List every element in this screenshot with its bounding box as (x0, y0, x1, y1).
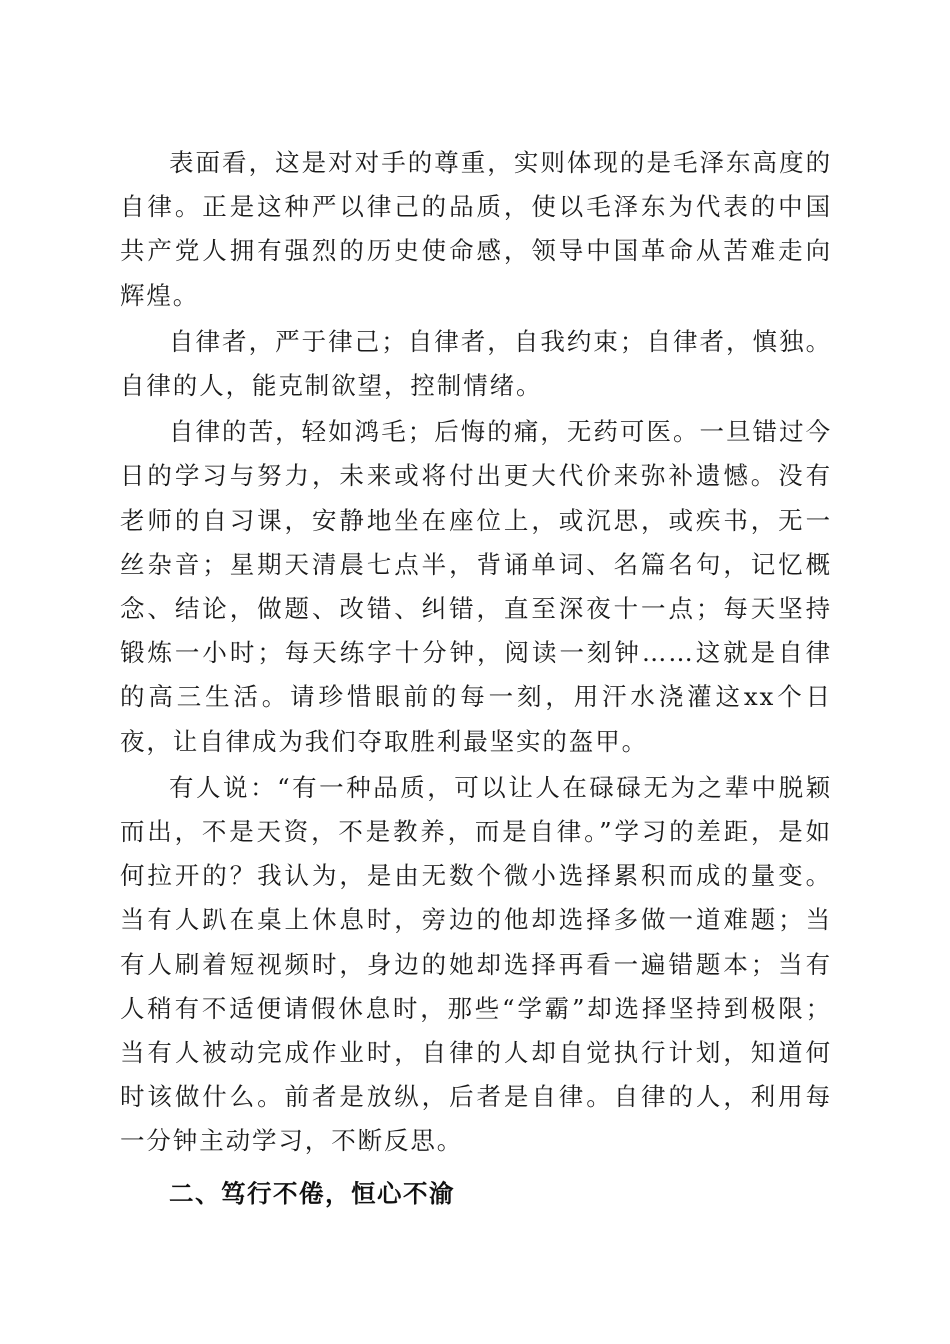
section-heading: 二、笃行不倦，恒心不渝 (169, 1178, 455, 1208)
paragraph-2: 自律者，严于律己；自律者，自我约束；自律者，慎独。自律的人，能克制欲望，控制情绪。 (120, 326, 832, 401)
paragraph-1: 表面看，这是对对手的尊重，实则体现的是毛泽东高度的自律。正是这种严以律己的品质，使以毛泽东为代表的中国共产党人拥有强烈的历史使命感，领导中国革命从苦难走向辉煌。 (120, 148, 832, 310)
paragraph-4: 有人说：“有一种品质，可以让人在碌碌无为之辈中脱颖而出，不是天资，不是教养，而是自律。”学习的差距，是如何拉开的？我认为，是由无数个微小选择累积而成的量变。当有人趴在桌上休息时，旁边的他却选择多做一道难题；当有人刷着短视频时，身边的她却选择再看一遍错题本；当有人稍有不适便请假休息时，那些“学霸”却选择坚持到极限；当有人被动完成作业时，自律的人却自觉执行计划，知道何时该做什么。前者是放纵，后者是自律。自律的人，利用每一分钟主动学习，不断反思。 (120, 772, 832, 1156)
document-body (120, 141, 832, 1216)
paragraph-3: 自律的苦，轻如鸿毛；后悔的痛，无药可医。一旦错过今日的学习与努力，未来或将付出更大代价来弥补遗憾。没有老师的自习课，安静地坐在座位上，或沉思，或疾书，无一丝杂音；星期天清晨七点半，背诵单词、名篇名句，记忆概念、结论，做题、改错、纠错，直至深夜十一点；每天坚持锻炼一小时；每天练字十分钟，阅读一刻钟……这就是自律的高三生活。请珍惜眼前的每一刻，用汗水浇灌这xx个日夜，让自律成为我们夺取胜利最坚实的盔甲。 (120, 417, 832, 756)
